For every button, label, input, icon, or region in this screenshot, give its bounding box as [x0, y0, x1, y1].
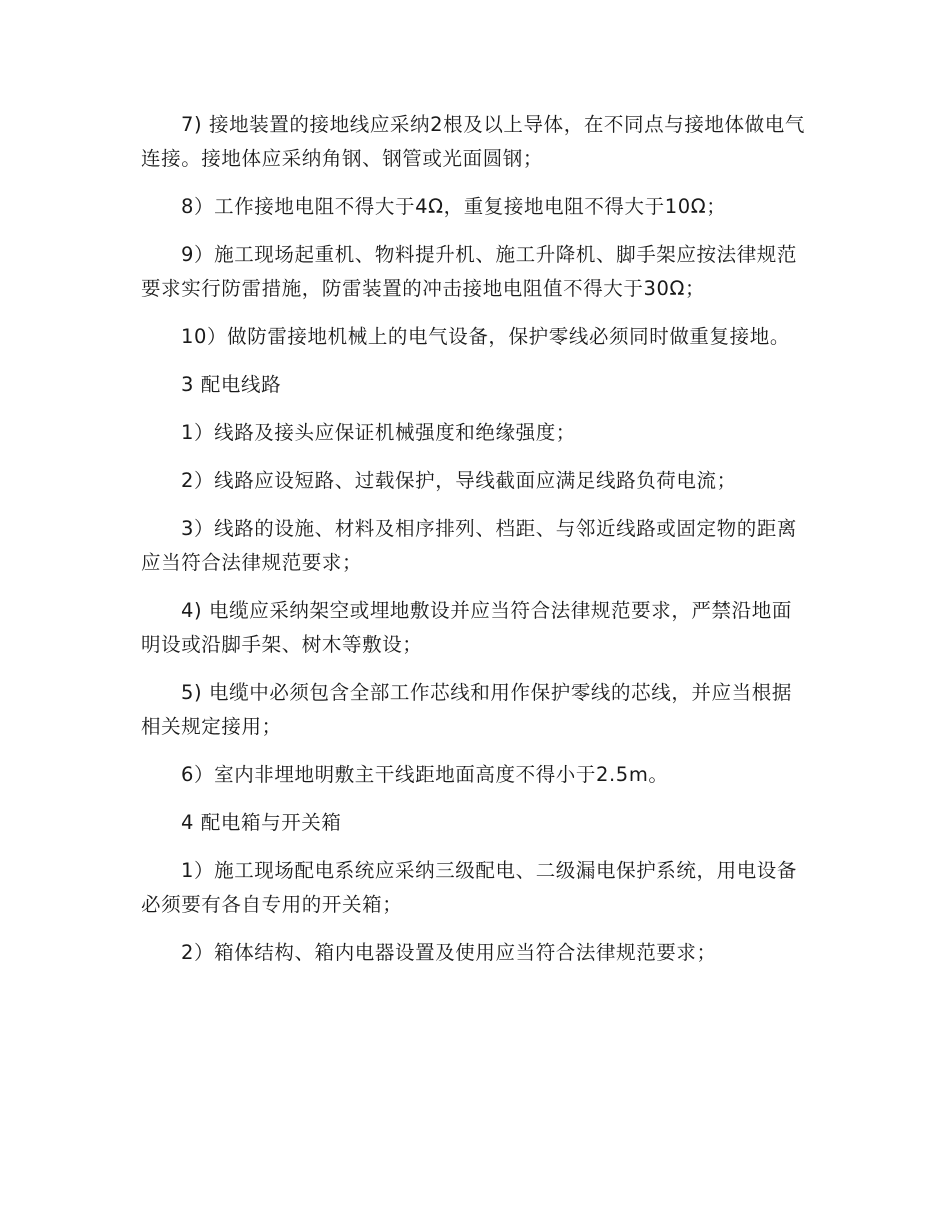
paragraph-cable-cores: 5) 电缆中必须包含全部工作芯线和用作保护零线的芯线，并应当根据相关规定接用；: [141, 681, 792, 738]
paragraph-box-structure: 2）箱体结构、箱内电器设置及使用应当符合法律规范要求；: [181, 941, 717, 964]
paragraph-lightning-protection: 9）施工现场起重机、物料提升机、施工升降机、脚手架应按法律规范要求实行防雷措施，防雷装置的冲击接地电阻值不得大于30Ω；: [141, 243, 798, 300]
section-heading-distribution-boxes: 4 配电箱与开关箱: [181, 811, 342, 834]
paragraph-line-strength: 1）线路及接头应保证机械强度和绝缘强度；: [181, 421, 576, 444]
paragraph-indoor-height: 6）室内非埋地明敷主干线距地面高度不得小于2.5m。: [181, 763, 669, 786]
paragraph-grounding-resistance: 8）工作接地电阻不得大于4Ω，重复接地电阻不得大于10Ω；: [181, 195, 727, 218]
document-body: [141, 108, 809, 984]
section-heading-distribution-lines: 3 配电线路: [181, 373, 282, 396]
paragraph-three-level-distribution: 1）施工现场配电系统应采纳三级配电、二级漏电保护系统，用电设备必须要有各自专用的开关箱；: [141, 859, 798, 916]
paragraph-grounding-conductors: 7) 接地装置的接地线应采纳2根及以上导体，在不同点与接地体做电气连接。接地体应采纳角钢、钢管或光面圆钢；: [141, 113, 805, 170]
paragraph-cable-laying: 4) 电缆应采纳架空或埋地敷设并应当符合法律规范要求，严禁沿地面明设或沿脚手架、树木等敷设；: [141, 599, 792, 656]
paragraph-line-layout: 3）线路的设施、材料及相序排列、档距、与邻近线路或固定物的距离应当符合法律规范要求；: [141, 517, 798, 574]
paragraph-line-protection: 2）线路应设短路、过载保护，导线截面应满足线路负荷电流；: [181, 469, 737, 492]
paragraph-repeat-grounding: 10）做防雷接地机械上的电气设备，保护零线必须同时做重复接地。: [181, 325, 790, 348]
